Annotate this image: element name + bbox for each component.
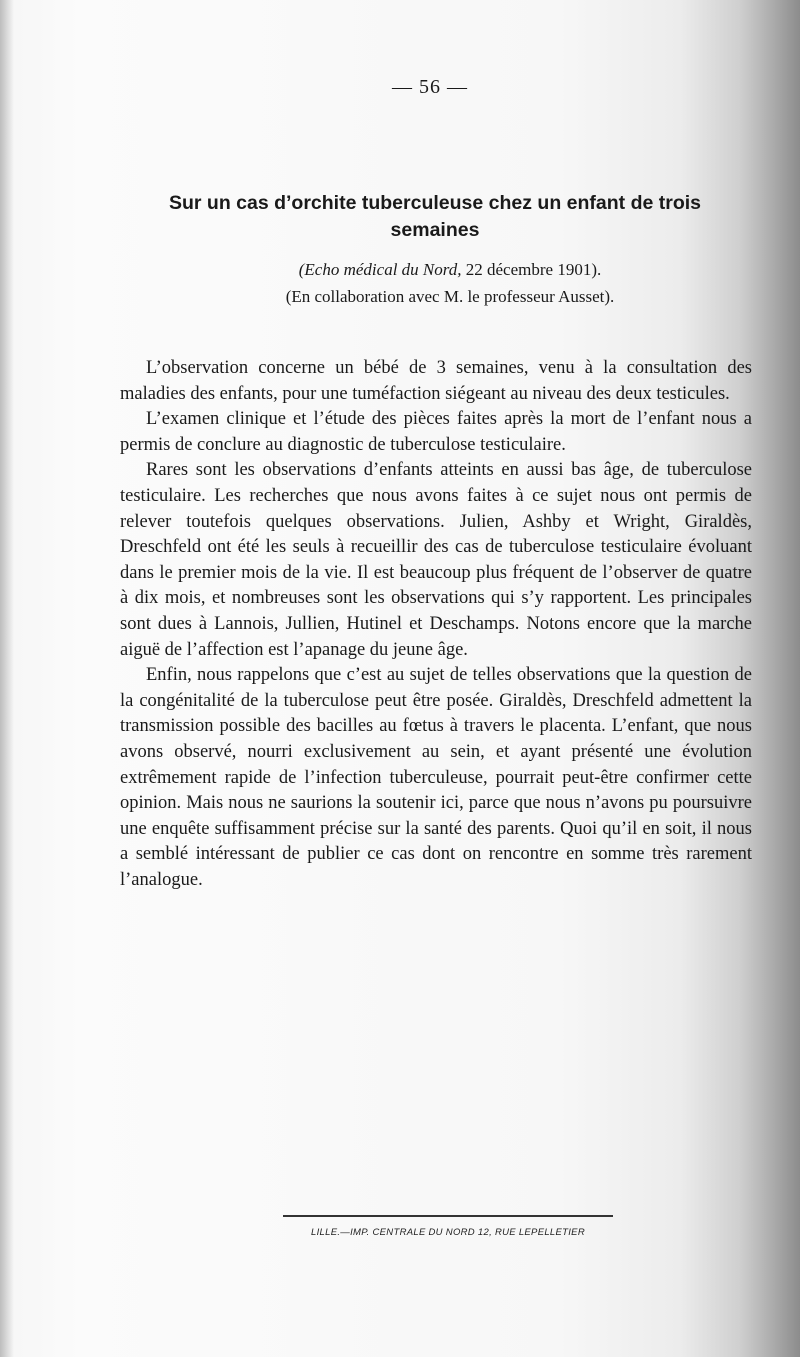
source-line <box>200 256 700 283</box>
source-journal: (Echo médical du Nord, <box>298 260 462 279</box>
article-title: Sur un cas d’orchite tuberculeuse chez un enfant de trois semaines <box>168 192 702 241</box>
source-date: 22 décembre 1901). <box>465 260 602 279</box>
page-edge-shadow <box>0 0 14 1357</box>
paragraph: Enfin, nous rappelons que c’est au sujet de telles observations que la question de la congénitalité de la tuberculose peut être posée. Giraldès, Dreschfeld admettent la transmission possible des bacilles au fœtus à travers le placenta. L’enfant, que nous avons observé, nourri exclusivement au sein, et ayant présenté une évolution extrêmement rapide de l’infection tuberculeuse, pourrait peut-être confirmer cette opinion. Mais nous ne saurions la soutenir ici, parce que nous n’avons pu poursuivre une enquête suffisamment précise sur la santé des parents. Quoi qu’il en soit, il nous a semblé intéressant de publier ce cas dont on rencontre en somme très rarement l’analogue. <box>120 665 752 890</box>
footer-rule <box>283 1215 613 1217</box>
article-body <box>120 356 752 893</box>
page-number: — 56 — <box>392 76 468 98</box>
collaboration-note: (En collaboration avec M. le professeur Ausset). <box>285 287 615 306</box>
paragraph: Rares sont les observations d’enfants atteints en aussi bas âge, de tuberculose testiculaire. Les recherches que nous avons faites à ce sujet nous ont permis de relever toutefois quelques observations. Julien, Ashby et Wright, Giraldès, Dreschfeld ont été les seuls à recueillir des cas de tuberculose testiculaire évoluant dans le premier mois de la vie. Il est beaucoup plus fréquent de l’observer de quatre à dix mois, et nombreuses sont les observations qui s’y rapportent. Les principales sont dues à Lannois, Jullien, Hutinel et Deschamps. Notons encore que la marche aiguë de l’affection est l’apanage du jeune âge. <box>120 460 752 660</box>
paragraph: L’examen clinique et l’étude des pièces faites après la mort de l’enfant nous a permis de conclure au diagnostic de tuberculose testiculaire. <box>120 409 752 455</box>
printer-imprint: LILLE.—IMP. CENTRALE DU NORD 12, RUE LEPELLETIER <box>311 1227 585 1238</box>
article-source <box>200 256 700 310</box>
paragraph: L’observation concerne un bébé de 3 semaines, venu à la consultation des maladies des enfants, pour une tuméfaction siégeant au niveau des deux testicules. <box>120 358 752 404</box>
